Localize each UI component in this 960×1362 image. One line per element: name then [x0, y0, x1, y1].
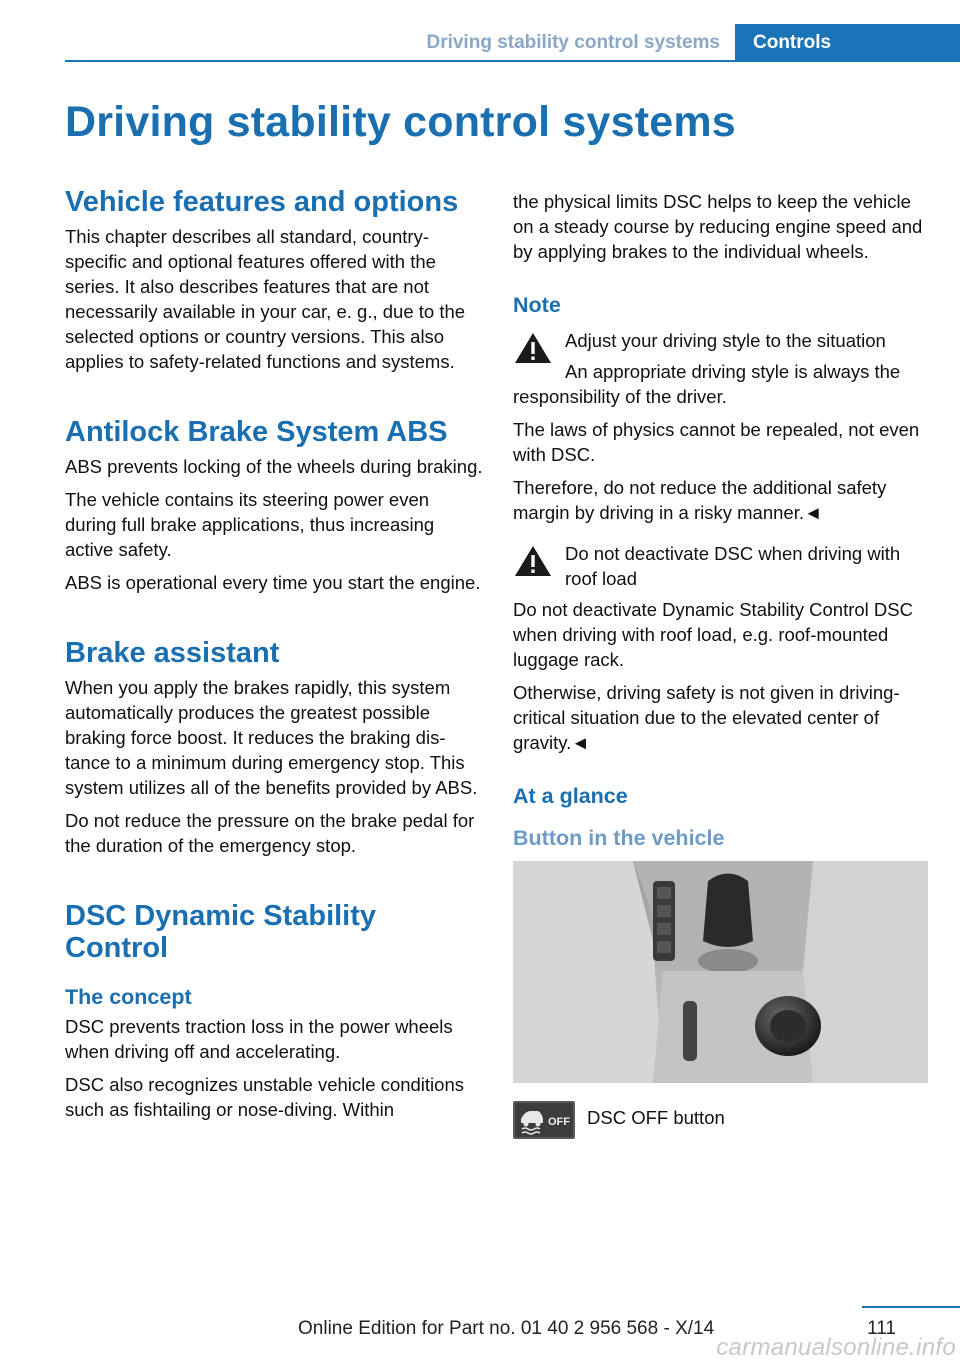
heading-abs: Antilock Brake System ABS — [65, 416, 448, 448]
warning-triangle-icon — [513, 330, 553, 366]
heading-brake-assistant: Brake assistant — [65, 637, 280, 669]
paragraph: DSC prevents traction loss in the power wheels when driving off and accelerating. — [65, 1016, 453, 1062]
running-header — [65, 24, 960, 62]
vehicle-console-photo — [513, 861, 928, 1083]
dsc-off-caption — [513, 1105, 928, 1143]
paragraph: DSC also recognizes unstable vehicle conditions such as fishtailing or nose-diving. Within — [65, 1074, 464, 1120]
warning-block-roof-load — [513, 541, 928, 591]
footer-edition: Online Edition for Part no. 01 40 2 956 568 - X/14 — [298, 1318, 715, 1339]
dsc-off-icon — [513, 1101, 575, 1139]
warning-text: An appropriate driving style is always the responsibility of the driver. — [513, 361, 901, 407]
watermark: carmanualsonline.info — [716, 1334, 956, 1361]
heading-note: Note — [513, 293, 561, 317]
paragraph: The vehicle contains its steering power even during full brake applications, thus increasing active safety. — [65, 489, 435, 560]
left-column — [65, 186, 483, 1130]
warning-title: Adjust your driving style to the situation — [565, 330, 886, 351]
warning-triangle-icon — [513, 543, 553, 579]
dsc-off-icon-label: OFF — [548, 1116, 570, 1128]
warning-title: Do not deactivate DSC when driving with roof load — [565, 543, 901, 589]
paragraph: ABS prevents locking of the wheels during braking. — [65, 456, 483, 477]
footer-rule — [862, 1306, 960, 1308]
caption-text: DSC OFF button — [587, 1107, 725, 1128]
header-section-title: Driving stability control systems — [426, 32, 720, 53]
header-rule — [65, 60, 960, 62]
paragraph: Do not deactivate Dynamic Stability Control DSC when driving with roof load, e.g. roof-mounted luggage rack. — [513, 599, 913, 670]
right-column — [513, 189, 928, 1143]
paragraph: ABS is operational every time you start the engine. — [65, 572, 481, 593]
heading-dsc: DSC Dynamic Stability Control — [65, 900, 377, 964]
subheading-the-concept: The concept — [65, 985, 192, 1009]
subheading-button-in-vehicle: Button in the vehicle — [513, 826, 725, 850]
paragraph: Therefore, do not reduce the additional safety margin by driving in a risky manner.◄ — [513, 477, 887, 523]
heading-vehicle-features: Vehicle features and options — [65, 186, 459, 218]
paragraph: When you apply the brakes rapidly, this system automatically produces the greatest possible braking force boost. It reduces the braking distance to a minimum during emergency stop. This system utilizes all of the benefits provided by ABS. — [65, 677, 478, 798]
page-title: Driving stability control systems — [65, 98, 736, 146]
warning-block-driving-style — [513, 328, 928, 353]
heading-at-a-glance: At a glance — [513, 784, 628, 808]
paragraph: The laws of physics cannot be repealed, not even with DSC. — [513, 419, 920, 465]
paragraph: Otherwise, driving safety is not given in driving-critical situation due to the elevated center of gravity.◄ — [513, 682, 900, 753]
paragraph — [513, 359, 928, 409]
paragraph: Do not reduce the pressure on the brake pedal for the duration of the emergency stop. — [65, 810, 475, 856]
header-tab-controls: Controls — [735, 24, 960, 62]
paragraph: This chapter describes all standard, country-specific and optional features offered with the series. It also describes features that are not necessarily available in your car, e. g., due to the selected options or country versions. This also applies to safety-related functions and systems. — [65, 226, 466, 372]
paragraph: the physical limits DSC helps to keep the vehicle on a steady course by reducing engine speed and by applying brakes to the individual wheels. — [513, 191, 923, 262]
page-number: 111 — [867, 1318, 896, 1339]
